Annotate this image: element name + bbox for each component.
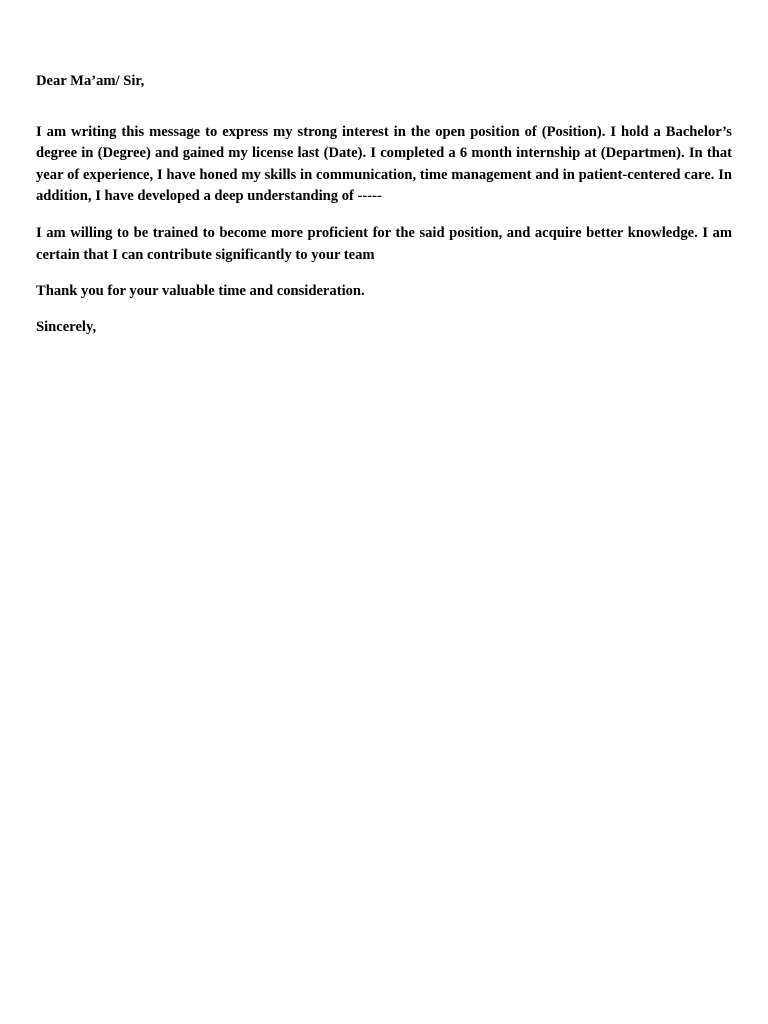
cover-letter-body xyxy=(36,71,732,338)
letter-salutation: Dear Ma’am/ Sir, xyxy=(36,73,145,89)
letter-paragraph-willingness: I am willing to be trained to become more proficient for the said position, and acquire better knowledge. I am certain that I can contribute significantly to your team xyxy=(36,224,732,263)
letter-paragraph-interest: I am writing this message to express my strong interest in the open position of (Position). I hold a Bachelor’s degree in (Degree) and gained my license last (Date). I completed a 6 month internship at (Departmen). In that year of experience, I have honed my skills in communication, time management and in patient-centered care. In addition, I have developed a deep understanding of ----- xyxy=(36,123,732,205)
letter-thanks: Thank you for your valuable time and consideration. xyxy=(36,283,365,300)
letter-closing: Sincerely, xyxy=(36,318,97,335)
